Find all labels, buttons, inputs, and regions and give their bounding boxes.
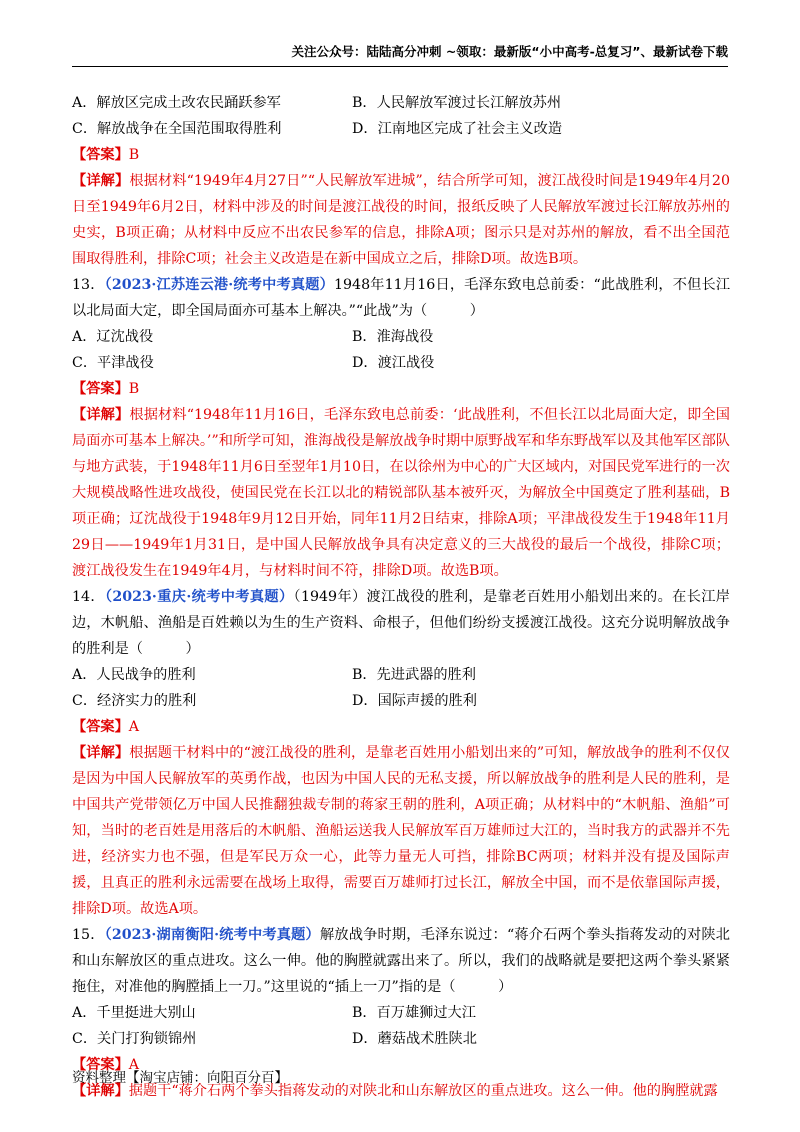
- q12-option-a: A．解放区完成土改农民踊跃参军: [72, 95, 281, 111]
- q13-option-c: C．平津战役: [72, 355, 154, 371]
- q13-answer-label: 【答案】: [72, 381, 129, 397]
- q14-stem: [72, 584, 730, 662]
- q13-options-row-1: [72, 324, 730, 350]
- q13-answer: [72, 376, 730, 402]
- q12-options-row-2: [72, 116, 730, 142]
- q12-detail: [72, 168, 730, 272]
- q14-answer-value: A: [128, 719, 140, 735]
- q12-option-b: B．人民解放军渡过长江解放苏州: [352, 95, 562, 111]
- q15-number: 15．: [72, 927, 105, 943]
- q13-option-a: A．辽沈战役: [72, 329, 154, 345]
- q15-options-row-1: [72, 1000, 730, 1026]
- q13-stem-text: 1948年11月16日，毛泽东致电总前委：“此战胜利，不但长江以北局面大定，即全国局面亦可基本上解决。”“此战”为（ ）: [72, 277, 731, 319]
- footer-text: 资料整理【淘宝店铺：向阳百分百】: [72, 1070, 288, 1086]
- q14-option-b: B．先进武器的胜利: [352, 667, 476, 683]
- q15-stem-text: 解放战争时期，毛泽东说过：“蒋介石两个拳头指蒋发动的对陕北和山东解放区的重点进攻。这么一伸。他的胸膛就露出来了。所以，我们的战略就是要把这两个拳头紧紧拖住，对准他的胸膛插上一刀。”这里说的“插上一刀”指的是（ ）: [72, 927, 730, 995]
- q12-answer: [72, 142, 730, 168]
- q13-number: 13．: [72, 277, 105, 293]
- q15-answer-label: 【答案】: [72, 1057, 129, 1073]
- q13-detail-text: 根据材料“1948年11月16日，毛泽东致电总前委：‘此战胜利，不但长江以北局面大定，即全国局面亦可基本上解决。’”和所学可知，淮海战役是解放战争时期中原野战军和华东野战军以及其他军区部队与地方武装，于1948年11月6日至翌年1月10日，在以徐州为中心的广大区域内，对国民党军进行的一次大规模战略性进攻战役，使国民党在长江以北的精锐部队基本被歼灭，为解放全中国奠定了胜利基础，B项正确；辽沈战役于1948年9月12日开始，同年11月2日结束，排除A项；平津战役发生于1948年11月29日——1949年1月31日，是中国人民解放战争具有决定意义的三大战役的最后一个战役，排除C项；渡江战役发生在1949年4月，与材料时间不符，排除D项。故选B项。: [72, 407, 730, 579]
- q12-detail-label: 【详解】: [72, 173, 130, 189]
- q15-option-d: D．蘑菇战术胜陕北: [352, 1031, 477, 1047]
- q15-answer-value: A: [128, 1057, 140, 1073]
- q14-option-a: A．人民战争的胜利: [72, 667, 196, 683]
- page-header: [72, 42, 728, 67]
- q14-option-d: D．国际声援的胜利: [352, 693, 477, 709]
- q14-detail: [72, 740, 730, 922]
- q13-detail-label: 【详解】: [72, 407, 130, 423]
- q13-stem: [72, 272, 730, 324]
- q14-detail-label: 【详解】: [72, 745, 130, 761]
- q13-detail: [72, 402, 730, 584]
- page-content: [72, 90, 730, 1104]
- q15-option-c: C．关门打狗锁锦州: [72, 1031, 197, 1047]
- q14-option-c: C．经济实力的胜利: [72, 693, 197, 709]
- q14-answer-label: 【答案】: [72, 719, 129, 735]
- q15-option-a: A．千里挺进大别山: [72, 1005, 196, 1021]
- q12-answer-value: B: [128, 147, 140, 163]
- q14-options-row-1: [72, 662, 730, 688]
- q12-answer-label: 【答案】: [72, 147, 129, 163]
- page-footer: [72, 1066, 288, 1086]
- q12-options-row-1: [72, 90, 730, 116]
- q13-options-row-2: [72, 350, 730, 376]
- q14-answer: [72, 714, 730, 740]
- q13-option-b: B．淮海战役: [352, 329, 434, 345]
- q14-number: 14．: [72, 589, 105, 605]
- q14-stem-text: （1949年）渡江战役的胜利，是靠老百姓用小船划出来的。在长江岸边，木帆船、渔船是百姓赖以为生的生产资料、命根子，但他们纷纷支援渡江战役。这充分说明解放战争的胜利是（ ）: [72, 589, 730, 657]
- q15-source: （2023·湖南衡阳·统考中考真题）: [104, 927, 320, 943]
- q15-detail-text: 据题干“蒋介石两个拳头指蒋发动的对陕北和山东解放区的重点进攻。这么一伸。他的胸膛就露: [128, 1083, 718, 1099]
- q15-option-b: B．百万雄狮过大江: [352, 1005, 476, 1021]
- q15-stem: [72, 922, 730, 1000]
- q15-options-row-2: [72, 1026, 730, 1052]
- q14-source: （2023·重庆·统考中考真题）: [104, 589, 294, 605]
- q14-options-row-2: [72, 688, 730, 714]
- q12-detail-text: 根据材料“1949年4月27日”“人民解放军进城”，结合所学可知，渡江战役时间是1949年4月20日至1949年6月2日，材料中涉及的时间是渡江战役的时间，报纸反映了人民解放军渡过长江解放苏州的史实，B项正确；从材料中反应不出农民参军的信息，排除A项；图示只是对苏州的解放，看不出全国范围取得胜利，排除C项；社会主义改造是在新中国成立之后，排除D项。故选B项。: [72, 173, 730, 267]
- q13-answer-value: B: [128, 381, 140, 397]
- q12-option-d: D．江南地区完成了社会主义改造: [352, 121, 563, 137]
- header-text: 关注公众号：陆陆高分冲刺 ~领取：最新版“小中高考-总复习”、最新试卷下载: [291, 44, 728, 59]
- q14-detail-text: 根据题干材料中的“渡江战役的胜利，是靠老百姓用小船划出来的”可知，解放战争的胜利不仅仅是因为中国人民解放军的英勇作战，也因为中国人民的无私支援，所以解放战争的胜利是人民的胜利，是中国共产党带领亿万中国人民推翻独裁专制的蒋家王朝的胜利，A项正确；从材料中的“木帆船、渔船”可知，当时的老百姓是用落后的木帆船、渔船运送我人民解放军百万雄师过大江的，当时我方的武器并不先进，经济实力也不强，但是军民万众一心，此等力量无人可挡，排除BC两项；材料并没有提及国际声援，且真正的胜利永远需要在战场上取得，需要百万雄师打过长江，解放全中国，而不是依靠国际声援，排除D项。故选A项。: [72, 745, 730, 917]
- q15-detail-label: 【详解】: [72, 1083, 129, 1099]
- q13-source: （2023·江苏连云港·统考中考真题）: [104, 277, 334, 293]
- q12-option-c: C．解放战争在全国范围取得胜利: [72, 121, 282, 137]
- q13-option-d: D．渡江战役: [352, 355, 435, 371]
